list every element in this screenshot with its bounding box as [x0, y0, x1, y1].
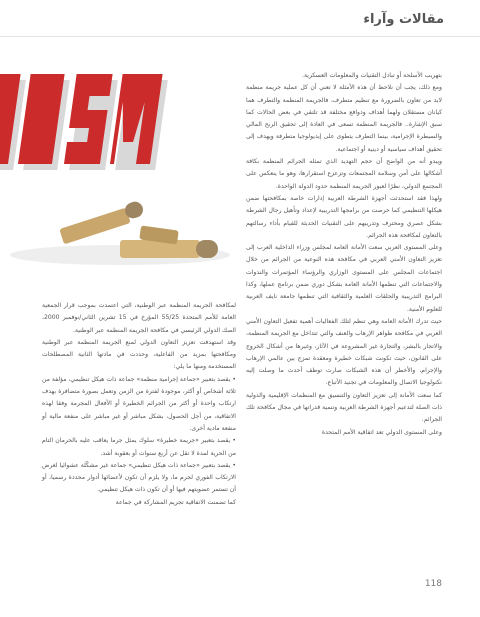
paragraph: بتهريب الأسلحة أو تبادل التقنيات والمعلومات العسكرية.	[302, 72, 442, 79]
bullet-text: يقصد بتعبير «جريمة خطيرة» سلوك يمثل جرما يعاقب عليه بالحرمان التام من الحرية لمدة لا تقل عن أربع سنوات أو بعقوبة أشد.	[42, 437, 236, 457]
right-column	[246, 70, 442, 439]
paragraph: حيث تدرك الأمانة العامة وهي تنظم لتلك الفعاليات أهمية تفعيل التعاون الأمني العربي في مكافحة ظواهر الإرهاب والعنف والتي تتداخل مع الجريمة المنظمة، والاتجار بالبشر، والتجارة غير المشروعة في الآثار، وغيرها من أشكال الخروج على القانون، حيث تكونت شبكات خطيرة ومعقدة تمزج بين عالمي الإرهاب والإجرام، والأخطر أن هذه الشبكات صارت توظف أحدث ما وصلت إليه تكنولوجيا الاتصال والمعلومات في تجنيد الأتباع.	[246, 317, 442, 387]
bullet-text: يقصد بتعبير «جماعة ذات هيكل تنظيمي» جماعة غير مشكّلة عشوائيا لغرض الارتكاب الفوري لجرم ما، ولا يلزم أن تكون لأعضائها أدوار محددة رسميا، أو أن تستمر عضويتهم فيها أو أن تكون ذات هيكل تنظيمي.	[42, 461, 236, 494]
bullet-item: • يقصد بتعبير «جماعة إجرامية منظمة» جماعة ذات هيكل تنظيمي، مؤلفة من ثلاثة أشخاص أو أكثر، موجودة لفترة من الزمن وتعمل بصورة متضافرة بهدف ارتكاب واحدة أو أكثر من الجرائم الخطيرة أو الأفعال المجرمة وفقا لهذه الاتفاقية، من أجل الحصول، بشكل مباشر أو غير مباشر على منفعة مالية أو منفعة مادية أخرى.	[42, 375, 236, 432]
paragraph: وعلى المستوى الدولي تعد اتفاقية الأمم المتحدة	[321, 428, 442, 436]
terrorism-illustration	[0, 50, 240, 290]
bullet-item: • يقصد بتعبير «جماعة ذات هيكل تنظيمي» جماعة غير مشكّلة عشوائيا لغرض الارتكاب الفوري لجرم ما، ولا يلزم أن تكون لأعضائها أدوار محددة رسميا، أو أن تستمر عضويتهم فيها أو أن تكون ذات هيكل تنظيمي.	[42, 461, 236, 494]
paragraph: كما سعت الأمانة إلى تعزيز التعاون والتنسيق مع المنظمات الإقليمية والدولية ذات الصلة لتدعيم أجهزة الشرطة العربية وتنمية قدراتها في مجال مكافحة تلك الجرائم.	[246, 391, 442, 424]
paragraph: ومع ذلك، يجب أن نلاحظ أن هذه الأمثلة لا تعني أن كل عملية جريمة منظمة لابد من تعاون بالضرورة مع تنظيم متطرف، فالجريمة المنظمة والتطرف هما كيانان مستقلان ولهما أهداف ودوافع مختلفة قد تلتقي في بعض الحالات كما سبق الإشارة.. فالجريمة المنظمة تسعى في العادة إلى تحقيق الربح المالي والسيطرة الإجرامية، بينما التطرف يتطوى على إيديولوجيا متطرفة ويهدف إلى تحقيق أهداف سياسية أو دينية أو اجتماعية.	[246, 84, 442, 153]
paragraph: لمكافحة الجريمة المنظمة عبر الوطنية، التي اعتمدت بموجب قرار الجمعية العامة للأمم المتحدة 55/25 المؤرخ في 15 تشرين الثاني/نوفمبر 2000، الصك الدولي الرئيسي في مكافحة الجريمة المنظمة عبر الوطنية.	[42, 302, 236, 334]
bullet-item: • يقصد بتعبير «جريمة خطيرة» سلوك يمثل جرما يعاقب عليه بالحرمان التام من الحرية لمدة لا تقل عن أربع سنوات أو بعقوبة أشد.	[42, 437, 236, 457]
section-title: مقالات وآراء	[363, 12, 444, 27]
bullet-text: يقصد بتعبير «جماعة إجرامية منظمة» جماعة ذات هيكل تنظيمي، مؤلفة من ثلاثة أشخاص أو أكثر، موجودة لفترة من الزمن وتعمل بصورة متضافرة بهدف ارتكاب واحدة أو أكثر من الجرائم الخطيرة أو الأفعال المجرمة وفقا لهذه الاتفاقية، من أجل الحصول، بشكل مباشر أو غير مباشر على منفعة مالية أو منفعة مادية أخرى.	[42, 375, 236, 432]
paragraph: ويبدو أنه من الواضح أن حجم التهديد الذي تمثله الجرائم المنظمة بكافة أشكالها على أمن وسلامة المجتمعات وتزعزع استقرارها، وهو ما ينعكس على المجتمع الدولي، نظرًا لعبور الجريمة المنظمة حدود الدولة الواحدة.	[246, 158, 442, 190]
paragraph: وعلى المستوى العربي سعت الأمانة العامة لمجلس وزراء الداخلية العرب إلى تعزيز التعاون الأمني العربي في مكافحة هذه النوعية من الجرائم من خلال اجتماعات المجلس على المستوى الوزاري والرؤساء المؤتمرات والندوات والاجتماعات التي تنظمها الأمانة العامة بشكل دوري ضمن برنامج عملها، وكذا البرامج التدريبية والحلقات العلمية والثقافية التي تنظمها جامعة نايف العربية للعلوم الأمنية.	[246, 244, 442, 313]
page-number: 118	[424, 579, 442, 589]
left-column	[42, 300, 236, 509]
paragraph: ولهذا فقد استحدثت أجهزة الشرطة العربية إدارات خاصة بمكافحتها ضمن هيكلها التنظيمي كما حرصت من برامجها التدريبية لإعداد وتأهيل رجال الشرطة بشكل عصري ومحترف وتدريبهم على التقنيات الحديثة للقيام بأداء رسالتهم بالتعاون لمكافحة هذه الجرائم.	[246, 194, 442, 239]
terrorism-illustration-graphic	[0, 50, 240, 290]
paragraph: وقد استهدفت تعزيز التعاون الدولي لمنع الجريمة المنظمة عبر الوطنية ومكافحتها بمزيد من الفاعلية، وحددت في مادتها الثانية المصطلحات المستخدمة ومنها ما يلي:	[42, 338, 236, 371]
paragraph: كما تضمنت الاتفاقية تجريم المشاركة في جماعة	[115, 498, 236, 506]
